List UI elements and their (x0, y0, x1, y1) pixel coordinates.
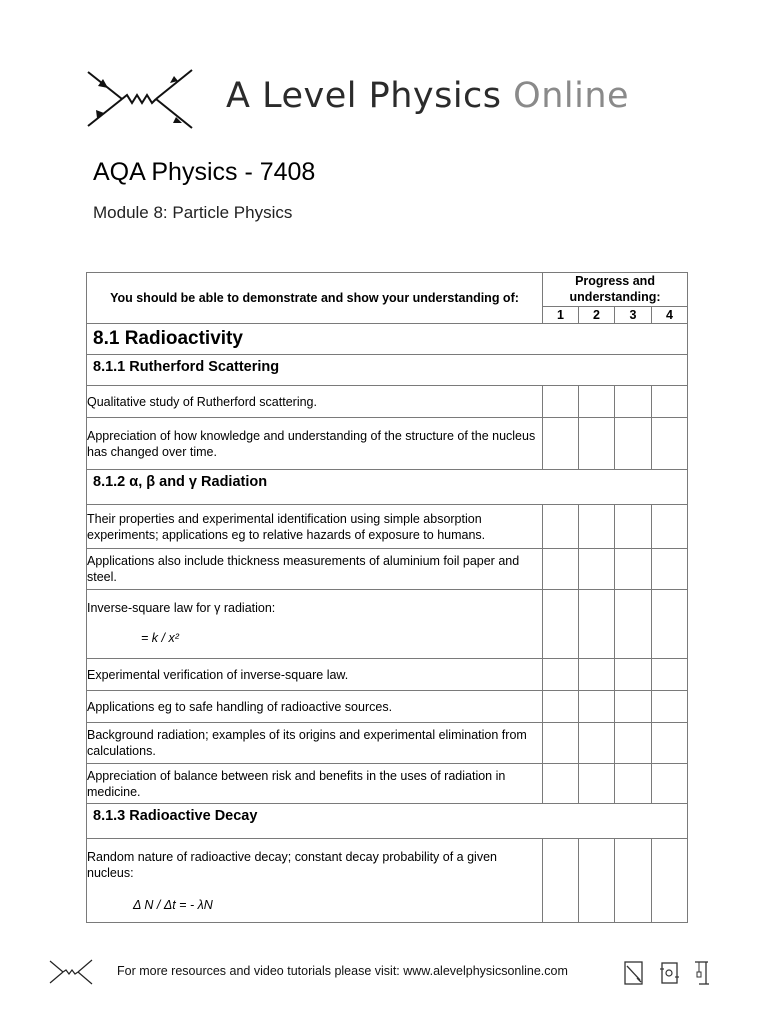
subsection-heading: 8.1.3 Radioactive Decay (87, 804, 688, 839)
objective-text: Background radiation; examples of its origins and experimental elimination from calculations. (87, 723, 543, 764)
level-3: 3 (615, 306, 652, 323)
table-row (87, 839, 688, 923)
progress-box-3[interactable] (615, 418, 652, 470)
table-header-row (87, 273, 688, 307)
footer-feynman-logo (48, 958, 94, 986)
subsection-heading: 8.1.2 α, β and γ Radiation (87, 470, 688, 505)
progress-box-2[interactable] (579, 386, 615, 418)
progress-box-1[interactable] (543, 549, 579, 590)
progress-box-1[interactable] (543, 691, 579, 723)
progress-box-2[interactable] (579, 723, 615, 764)
table-row (87, 386, 688, 418)
progress-box-1[interactable] (543, 764, 579, 804)
brand-accent: Online (513, 76, 630, 116)
progress-box-4[interactable] (652, 764, 688, 804)
inverse-square-equation: = k / x² (141, 631, 179, 645)
progress-box-4[interactable] (652, 505, 688, 549)
level-4: 4 (652, 306, 688, 323)
progress-box-3[interactable] (615, 764, 652, 804)
progress-box-1[interactable] (543, 590, 579, 659)
objective-text: Experimental verification of inverse-square law. (87, 659, 543, 691)
page-title: AQA Physics - 7408 (93, 158, 316, 186)
brand-name (226, 76, 629, 116)
subsection-row (87, 355, 688, 386)
spec-checklist-table (86, 272, 688, 923)
objective-text: Inverse-square law for γ radiation: (87, 601, 276, 615)
progress-box-2[interactable] (579, 505, 615, 549)
objective-text: Applications also include thickness measurements of aluminium foil paper and steel. (87, 549, 543, 590)
progress-box-4[interactable] (652, 549, 688, 590)
objective-text: Random nature of radioactive decay; constant decay probability of a given nucleus: (87, 850, 497, 880)
section-row (87, 324, 688, 355)
progress-box-2[interactable] (579, 764, 615, 804)
module-subtitle: Module 8: Particle Physics (93, 203, 293, 222)
pendulum-icon (691, 960, 711, 986)
progress-box-3[interactable] (615, 549, 652, 590)
progress-heading: Progress and understanding: (543, 273, 688, 307)
progress-box-4[interactable] (652, 723, 688, 764)
table-row (87, 764, 688, 804)
progress-box-4[interactable] (652, 418, 688, 470)
progress-box-1[interactable] (543, 505, 579, 549)
progress-box-3[interactable] (615, 723, 652, 764)
progress-box-2[interactable] (579, 418, 615, 470)
progress-box-4[interactable] (652, 386, 688, 418)
objective-text: Qualitative study of Rutherford scattering. (87, 386, 543, 418)
progress-box-2[interactable] (579, 590, 615, 659)
intro-heading: You should be able to demonstrate and show your understanding of: (87, 273, 543, 324)
objective-text: Appreciation of how knowledge and understanding of the structure of the nucleus has changed over time. (87, 418, 543, 470)
progress-box-3[interactable] (615, 839, 652, 923)
progress-box-2[interactable] (579, 659, 615, 691)
progress-box-1[interactable] (543, 386, 579, 418)
decay-equation: Δ N / Δt = - λN (133, 898, 213, 912)
progress-box-4[interactable] (652, 590, 688, 659)
progress-box-2[interactable] (579, 549, 615, 590)
objective-text: Applications eg to safe handling of radioactive sources. (87, 691, 543, 723)
progress-box-3[interactable] (615, 590, 652, 659)
level-1: 1 (543, 306, 579, 323)
circuit-icon (659, 960, 681, 986)
progress-box-1[interactable] (543, 418, 579, 470)
progress-box-2[interactable] (579, 691, 615, 723)
table-row (87, 505, 688, 549)
progress-box-4[interactable] (652, 691, 688, 723)
progress-box-3[interactable] (615, 386, 652, 418)
subsection-row (87, 804, 688, 839)
progress-box-2[interactable] (579, 839, 615, 923)
table-row (87, 659, 688, 691)
progress-box-1[interactable] (543, 723, 579, 764)
footer-text: For more resources and video tutorials please visit: www.alevelphysicsonline.com (117, 964, 568, 978)
progress-box-4[interactable] (652, 659, 688, 691)
progress-box-1[interactable] (543, 659, 579, 691)
objective-text: Appreciation of balance between risk and benefits in the uses of radiation in medicine. (87, 764, 543, 804)
objective-text: Their properties and experimental identification using simple absorption experiments; applications eg to relative hazards of exposure to humans. (87, 505, 543, 549)
objective-cell (87, 839, 543, 923)
feynman-diagram-logo (84, 66, 196, 132)
progress-box-3[interactable] (615, 691, 652, 723)
subsection-heading: 8.1.1 Rutherford Scattering (87, 355, 688, 386)
progress-box-4[interactable] (652, 839, 688, 923)
table-row (87, 590, 688, 659)
level-2: 2 (579, 306, 615, 323)
table-row (87, 549, 688, 590)
table-row (87, 691, 688, 723)
objective-cell (87, 590, 543, 659)
progress-box-1[interactable] (543, 839, 579, 923)
table-row (87, 418, 688, 470)
notebook-icon (623, 960, 645, 986)
brand-main: A Level Physics (226, 76, 502, 116)
progress-box-3[interactable] (615, 659, 652, 691)
section-heading: 8.1 Radioactivity (87, 324, 688, 355)
progress-box-3[interactable] (615, 505, 652, 549)
table-row (87, 723, 688, 764)
subsection-row (87, 470, 688, 505)
